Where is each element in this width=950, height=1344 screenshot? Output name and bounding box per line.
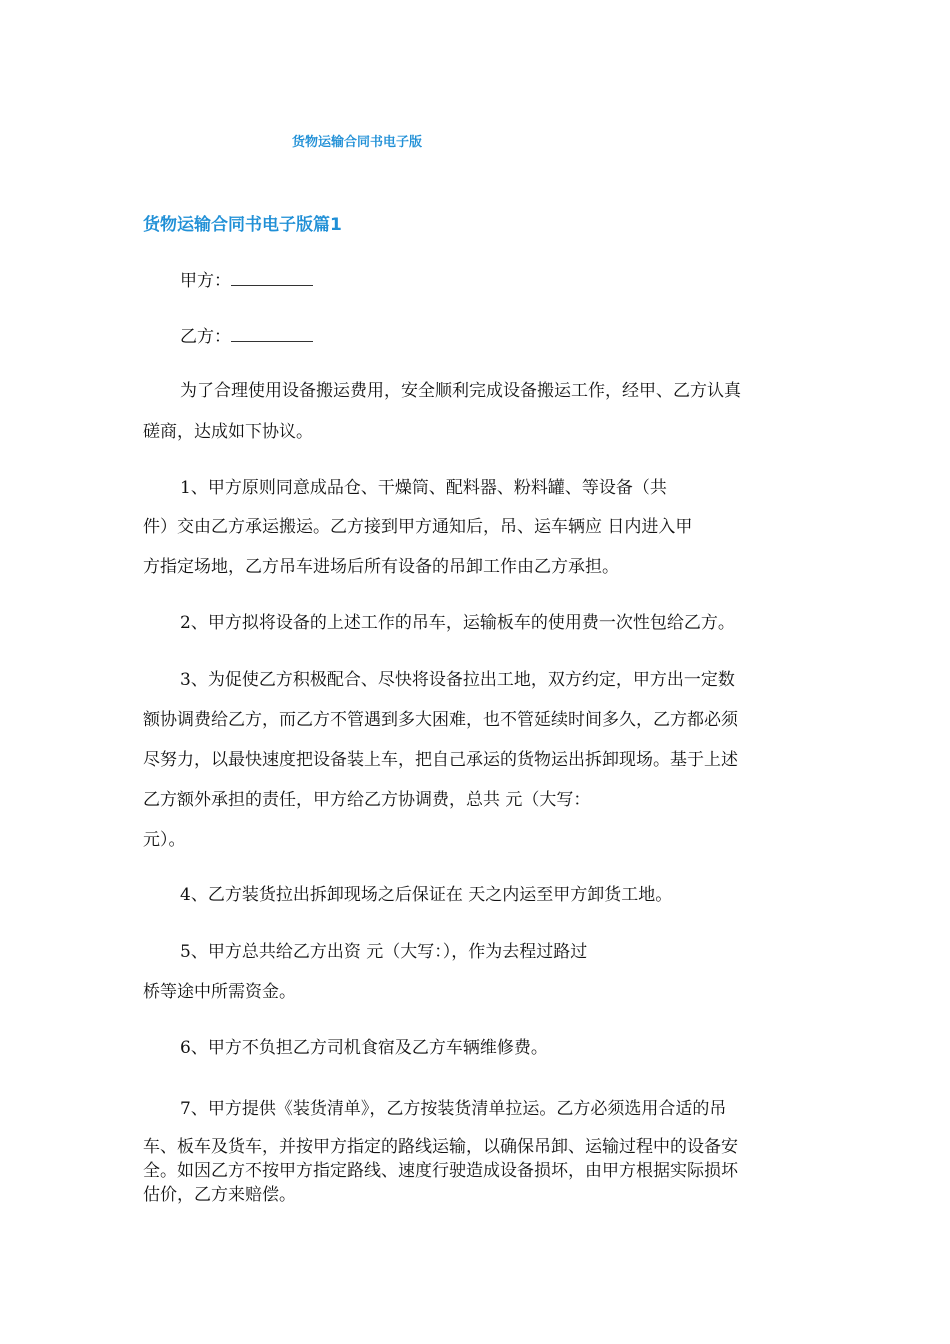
clause-5-line: 5、甲方总共给乙方出资 元（大写：），作为去程过路过 xyxy=(180,942,588,962)
party-b-blank xyxy=(231,326,313,342)
party-b-label: 乙方： xyxy=(180,327,231,347)
party-a-line xyxy=(180,270,313,292)
clause-3-line: 元）。 xyxy=(143,830,186,850)
clause-5-line: 桥等途中所需资金。 xyxy=(143,982,296,1002)
intro-line: 磋商，达成如下协议。 xyxy=(143,422,313,442)
section-title: 货物运输合同书电子版篇1 xyxy=(143,215,342,235)
party-b-line xyxy=(180,326,313,348)
clause-3-line: 乙方额外承担的责任，甲方给乙方协调费，总共 元（大写： xyxy=(143,790,591,810)
clause-3-line: 尽努力，以最快速度把设备装上车，把自己承运的货物运出拆卸现场。基于上述 xyxy=(143,750,738,770)
clause-6-line: 6、甲方不负担乙方司机食宿及乙方车辆维修费。 xyxy=(180,1038,548,1058)
clause-7-line: 估价，乙方来赔偿。 xyxy=(143,1185,296,1205)
clause-7-line: 全。如因乙方不按甲方指定路线、速度行驶造成设备损坏，由甲方根据实际损坏 xyxy=(143,1161,738,1181)
clause-2-line: 2、甲方拟将设备的上述工作的吊车，运输板车的使用费一次性包给乙方。 xyxy=(180,613,735,633)
document-header-title: 货物运输合同书电子版 xyxy=(292,135,423,150)
clause-1-line: 件）交由乙方承运搬运。乙方接到甲方通知后，吊、运车辆应 日内进入甲 xyxy=(143,517,693,537)
clause-1-line: 1、甲方原则同意成品仓、干燥筒、配料器、粉料罐、等设备（共 xyxy=(180,478,667,498)
party-a-label: 甲方： xyxy=(180,271,231,291)
clause-4-line: 4、乙方装货拉出拆卸现场之后保证在 天之内运至甲方卸货工地。 xyxy=(180,885,673,905)
intro-line: 为了合理使用设备搬运费用，安全顺利完成设备搬运工作，经甲、乙方认真 xyxy=(180,381,741,401)
clause-3-line: 3、为促使乙方积极配合、尽快将设备拉出工地，双方约定，甲方出一定数 xyxy=(180,670,735,690)
clause-7-line: 7、甲方提供《装货清单》，乙方按装货清单拉运。乙方必须选用合适的吊 xyxy=(180,1099,727,1119)
clause-7-line: 车、板车及货车，并按甲方指定的路线运输，以确保吊卸、运输过程中的设备安 xyxy=(143,1137,738,1157)
clause-1-line: 方指定场地，乙方吊车进场后所有设备的吊卸工作由乙方承担。 xyxy=(143,557,619,577)
party-a-blank xyxy=(231,270,313,286)
clause-3-line: 额协调费给乙方，而乙方不管遇到多大困难，也不管延续时间多久，乙方都必须 xyxy=(143,710,738,730)
